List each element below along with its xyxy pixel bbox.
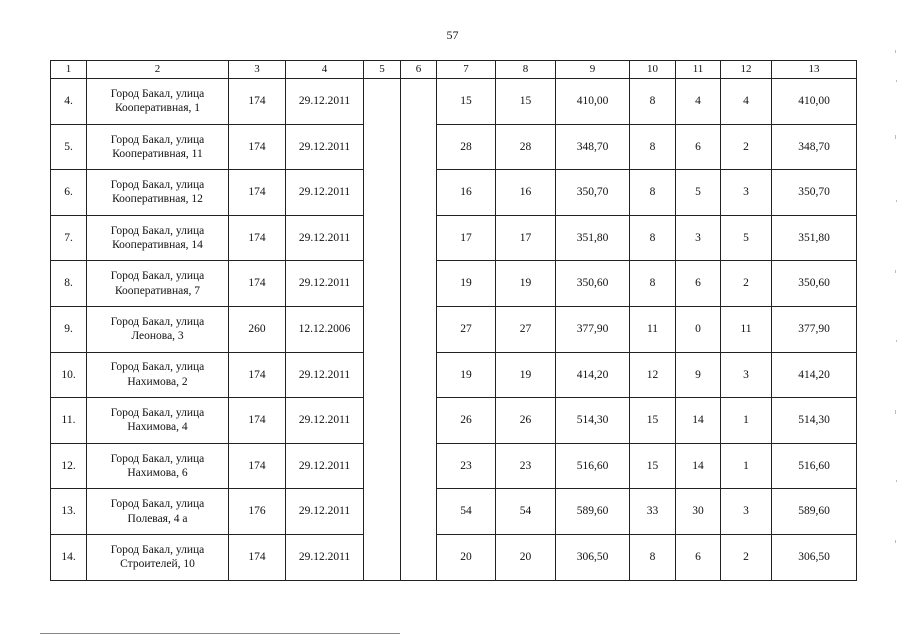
cell-act-date: 29.12.2011 xyxy=(286,215,364,261)
cell-apartments-total: 27 xyxy=(437,306,496,352)
cell-act-number: 260 xyxy=(229,306,286,352)
table-row xyxy=(51,215,857,261)
cell-row-number: 12. xyxy=(51,443,87,489)
cell-private-count: 14 xyxy=(676,398,721,444)
cell-private-count: 5 xyxy=(676,170,721,216)
cell-apartments-total: 19 xyxy=(437,352,496,398)
cell-act-date: 29.12.2011 xyxy=(286,170,364,216)
column-header-13: 13 xyxy=(772,61,857,79)
cell-relocated-count: 8 xyxy=(630,534,676,580)
cell-address: Город Бакал, улица Кооперативная, 12 xyxy=(87,170,229,216)
cell-address: Город Бакал, улица Кооперативная, 14 xyxy=(87,215,229,261)
cell-act-date: 29.12.2011 xyxy=(286,489,364,535)
cell-row-number: 14. xyxy=(51,534,87,580)
cell-municipal-count: 11 xyxy=(721,306,772,352)
cell-act-date: 12.12.2006 xyxy=(286,306,364,352)
cell-relocated-count: 8 xyxy=(630,215,676,261)
cell-apartments-total: 23 xyxy=(437,443,496,489)
cell-apartments-relocated: 23 xyxy=(496,443,556,489)
blank-column-6 xyxy=(401,79,437,581)
column-header-12: 12 xyxy=(721,61,772,79)
cell-act-number: 176 xyxy=(229,489,286,535)
cell-row-number: 8. xyxy=(51,261,87,307)
cell-relocated-count: 15 xyxy=(630,443,676,489)
cell-row-number: 11. xyxy=(51,398,87,444)
housing-registry-table xyxy=(50,60,857,581)
cell-relocated-count: 33 xyxy=(630,489,676,535)
cell-relocation-area: 348,70 xyxy=(772,124,857,170)
table-row xyxy=(51,352,857,398)
cell-private-count: 0 xyxy=(676,306,721,352)
cell-act-date: 29.12.2011 xyxy=(286,79,364,125)
cell-act-number: 174 xyxy=(229,124,286,170)
cell-apartments-total: 26 xyxy=(437,398,496,444)
cell-area-total: 348,70 xyxy=(556,124,630,170)
table-row xyxy=(51,398,857,444)
cell-relocation-area: 516,60 xyxy=(772,443,857,489)
table-row xyxy=(51,443,857,489)
cell-row-number: 7. xyxy=(51,215,87,261)
cell-apartments-relocated: 17 xyxy=(496,215,556,261)
cell-relocated-count: 8 xyxy=(630,79,676,125)
cell-apartments-relocated: 19 xyxy=(496,261,556,307)
cell-apartments-relocated: 26 xyxy=(496,398,556,444)
cell-act-number: 174 xyxy=(229,215,286,261)
cell-address: Город Бакал, улица Нахимова, 4 xyxy=(87,398,229,444)
cell-private-count: 9 xyxy=(676,352,721,398)
cell-apartments-relocated: 27 xyxy=(496,306,556,352)
cell-municipal-count: 3 xyxy=(721,170,772,216)
cell-municipal-count: 2 xyxy=(721,534,772,580)
cell-relocation-area: 514,30 xyxy=(772,398,857,444)
footer-rule xyxy=(40,633,400,634)
cell-relocated-count: 8 xyxy=(630,124,676,170)
cell-relocation-area: 306,50 xyxy=(772,534,857,580)
cell-apartments-relocated: 54 xyxy=(496,489,556,535)
cell-address: Город Бакал, улица Кооперативная, 11 xyxy=(87,124,229,170)
cell-private-count: 4 xyxy=(676,79,721,125)
cell-apartments-relocated: 20 xyxy=(496,534,556,580)
column-header-5: 5 xyxy=(364,61,401,79)
cell-act-number: 174 xyxy=(229,79,286,125)
cell-row-number: 13. xyxy=(51,489,87,535)
column-header-9: 9 xyxy=(556,61,630,79)
cell-private-count: 6 xyxy=(676,261,721,307)
column-header-4: 4 xyxy=(286,61,364,79)
cell-act-date: 29.12.2011 xyxy=(286,261,364,307)
cell-act-date: 29.12.2011 xyxy=(286,443,364,489)
cell-private-count: 3 xyxy=(676,215,721,261)
column-header-8: 8 xyxy=(496,61,556,79)
cell-area-total: 414,20 xyxy=(556,352,630,398)
cell-municipal-count: 5 xyxy=(721,215,772,261)
cell-row-number: 9. xyxy=(51,306,87,352)
cell-address: Город Бакал, улица Кооперативная, 7 xyxy=(87,261,229,307)
cell-area-total: 589,60 xyxy=(556,489,630,535)
cell-apartments-total: 19 xyxy=(437,261,496,307)
cell-address: Город Бакал, улица Кооперативная, 1 xyxy=(87,79,229,125)
cell-act-number: 174 xyxy=(229,170,286,216)
cell-act-date: 29.12.2011 xyxy=(286,534,364,580)
cell-relocated-count: 8 xyxy=(630,170,676,216)
cell-municipal-count: 2 xyxy=(721,261,772,307)
table-row xyxy=(51,534,857,580)
table-body xyxy=(51,79,857,581)
column-header-3: 3 xyxy=(229,61,286,79)
cell-act-number: 174 xyxy=(229,398,286,444)
page-number: 57 xyxy=(446,28,459,42)
cell-apartments-relocated: 15 xyxy=(496,79,556,125)
cell-relocated-count: 12 xyxy=(630,352,676,398)
column-header-6: 6 xyxy=(401,61,437,79)
cell-municipal-count: 4 xyxy=(721,79,772,125)
column-header-1: 1 xyxy=(51,61,87,79)
cell-private-count: 6 xyxy=(676,534,721,580)
cell-act-number: 174 xyxy=(229,534,286,580)
table-row xyxy=(51,489,857,535)
cell-relocated-count: 15 xyxy=(630,398,676,444)
column-header-11: 11 xyxy=(676,61,721,79)
cell-apartments-relocated: 28 xyxy=(496,124,556,170)
blank-column-5 xyxy=(364,79,401,581)
cell-relocation-area: 351,80 xyxy=(772,215,857,261)
cell-act-date: 29.12.2011 xyxy=(286,352,364,398)
cell-apartments-relocated: 16 xyxy=(496,170,556,216)
cell-municipal-count: 1 xyxy=(721,443,772,489)
table-row xyxy=(51,79,857,125)
cell-relocated-count: 11 xyxy=(630,306,676,352)
cell-relocated-count: 8 xyxy=(630,261,676,307)
header-row xyxy=(51,61,857,79)
cell-act-number: 174 xyxy=(229,352,286,398)
cell-private-count: 30 xyxy=(676,489,721,535)
cell-municipal-count: 2 xyxy=(721,124,772,170)
cell-relocation-area: 377,90 xyxy=(772,306,857,352)
scan-edge-noise xyxy=(893,40,899,600)
cell-area-total: 350,70 xyxy=(556,170,630,216)
cell-relocation-area: 350,60 xyxy=(772,261,857,307)
cell-address: Город Бакал, улица Полевая, 4 а xyxy=(87,489,229,535)
cell-apartments-total: 20 xyxy=(437,534,496,580)
cell-apartments-relocated: 19 xyxy=(496,352,556,398)
cell-relocation-area: 589,60 xyxy=(772,489,857,535)
cell-apartments-total: 28 xyxy=(437,124,496,170)
cell-act-date: 29.12.2011 xyxy=(286,398,364,444)
cell-municipal-count: 1 xyxy=(721,398,772,444)
cell-private-count: 6 xyxy=(676,124,721,170)
cell-row-number: 5. xyxy=(51,124,87,170)
cell-act-number: 174 xyxy=(229,443,286,489)
cell-relocation-area: 350,70 xyxy=(772,170,857,216)
table-row xyxy=(51,170,857,216)
cell-row-number: 4. xyxy=(51,79,87,125)
cell-municipal-count: 3 xyxy=(721,489,772,535)
cell-area-total: 377,90 xyxy=(556,306,630,352)
cell-apartments-total: 16 xyxy=(437,170,496,216)
cell-area-total: 351,80 xyxy=(556,215,630,261)
cell-relocation-area: 410,00 xyxy=(772,79,857,125)
cell-area-total: 410,00 xyxy=(556,79,630,125)
table-row xyxy=(51,124,857,170)
cell-act-number: 174 xyxy=(229,261,286,307)
cell-apartments-total: 54 xyxy=(437,489,496,535)
cell-apartments-total: 17 xyxy=(437,215,496,261)
cell-address: Город Бакал, улица Леонова, 3 xyxy=(87,306,229,352)
cell-act-date: 29.12.2011 xyxy=(286,124,364,170)
cell-area-total: 516,60 xyxy=(556,443,630,489)
cell-apartments-total: 15 xyxy=(437,79,496,125)
table-row xyxy=(51,306,857,352)
cell-address: Город Бакал, улица Строителей, 10 xyxy=(87,534,229,580)
column-header-2: 2 xyxy=(87,61,229,79)
cell-row-number: 6. xyxy=(51,170,87,216)
cell-row-number: 10. xyxy=(51,352,87,398)
column-header-10: 10 xyxy=(630,61,676,79)
cell-address: Город Бакал, улица Нахимова, 2 xyxy=(87,352,229,398)
cell-private-count: 14 xyxy=(676,443,721,489)
cell-municipal-count: 3 xyxy=(721,352,772,398)
column-header-7: 7 xyxy=(437,61,496,79)
cell-address: Город Бакал, улица Нахимова, 6 xyxy=(87,443,229,489)
cell-relocation-area: 414,20 xyxy=(772,352,857,398)
cell-area-total: 350,60 xyxy=(556,261,630,307)
cell-area-total: 514,30 xyxy=(556,398,630,444)
cell-area-total: 306,50 xyxy=(556,534,630,580)
table-row xyxy=(51,261,857,307)
